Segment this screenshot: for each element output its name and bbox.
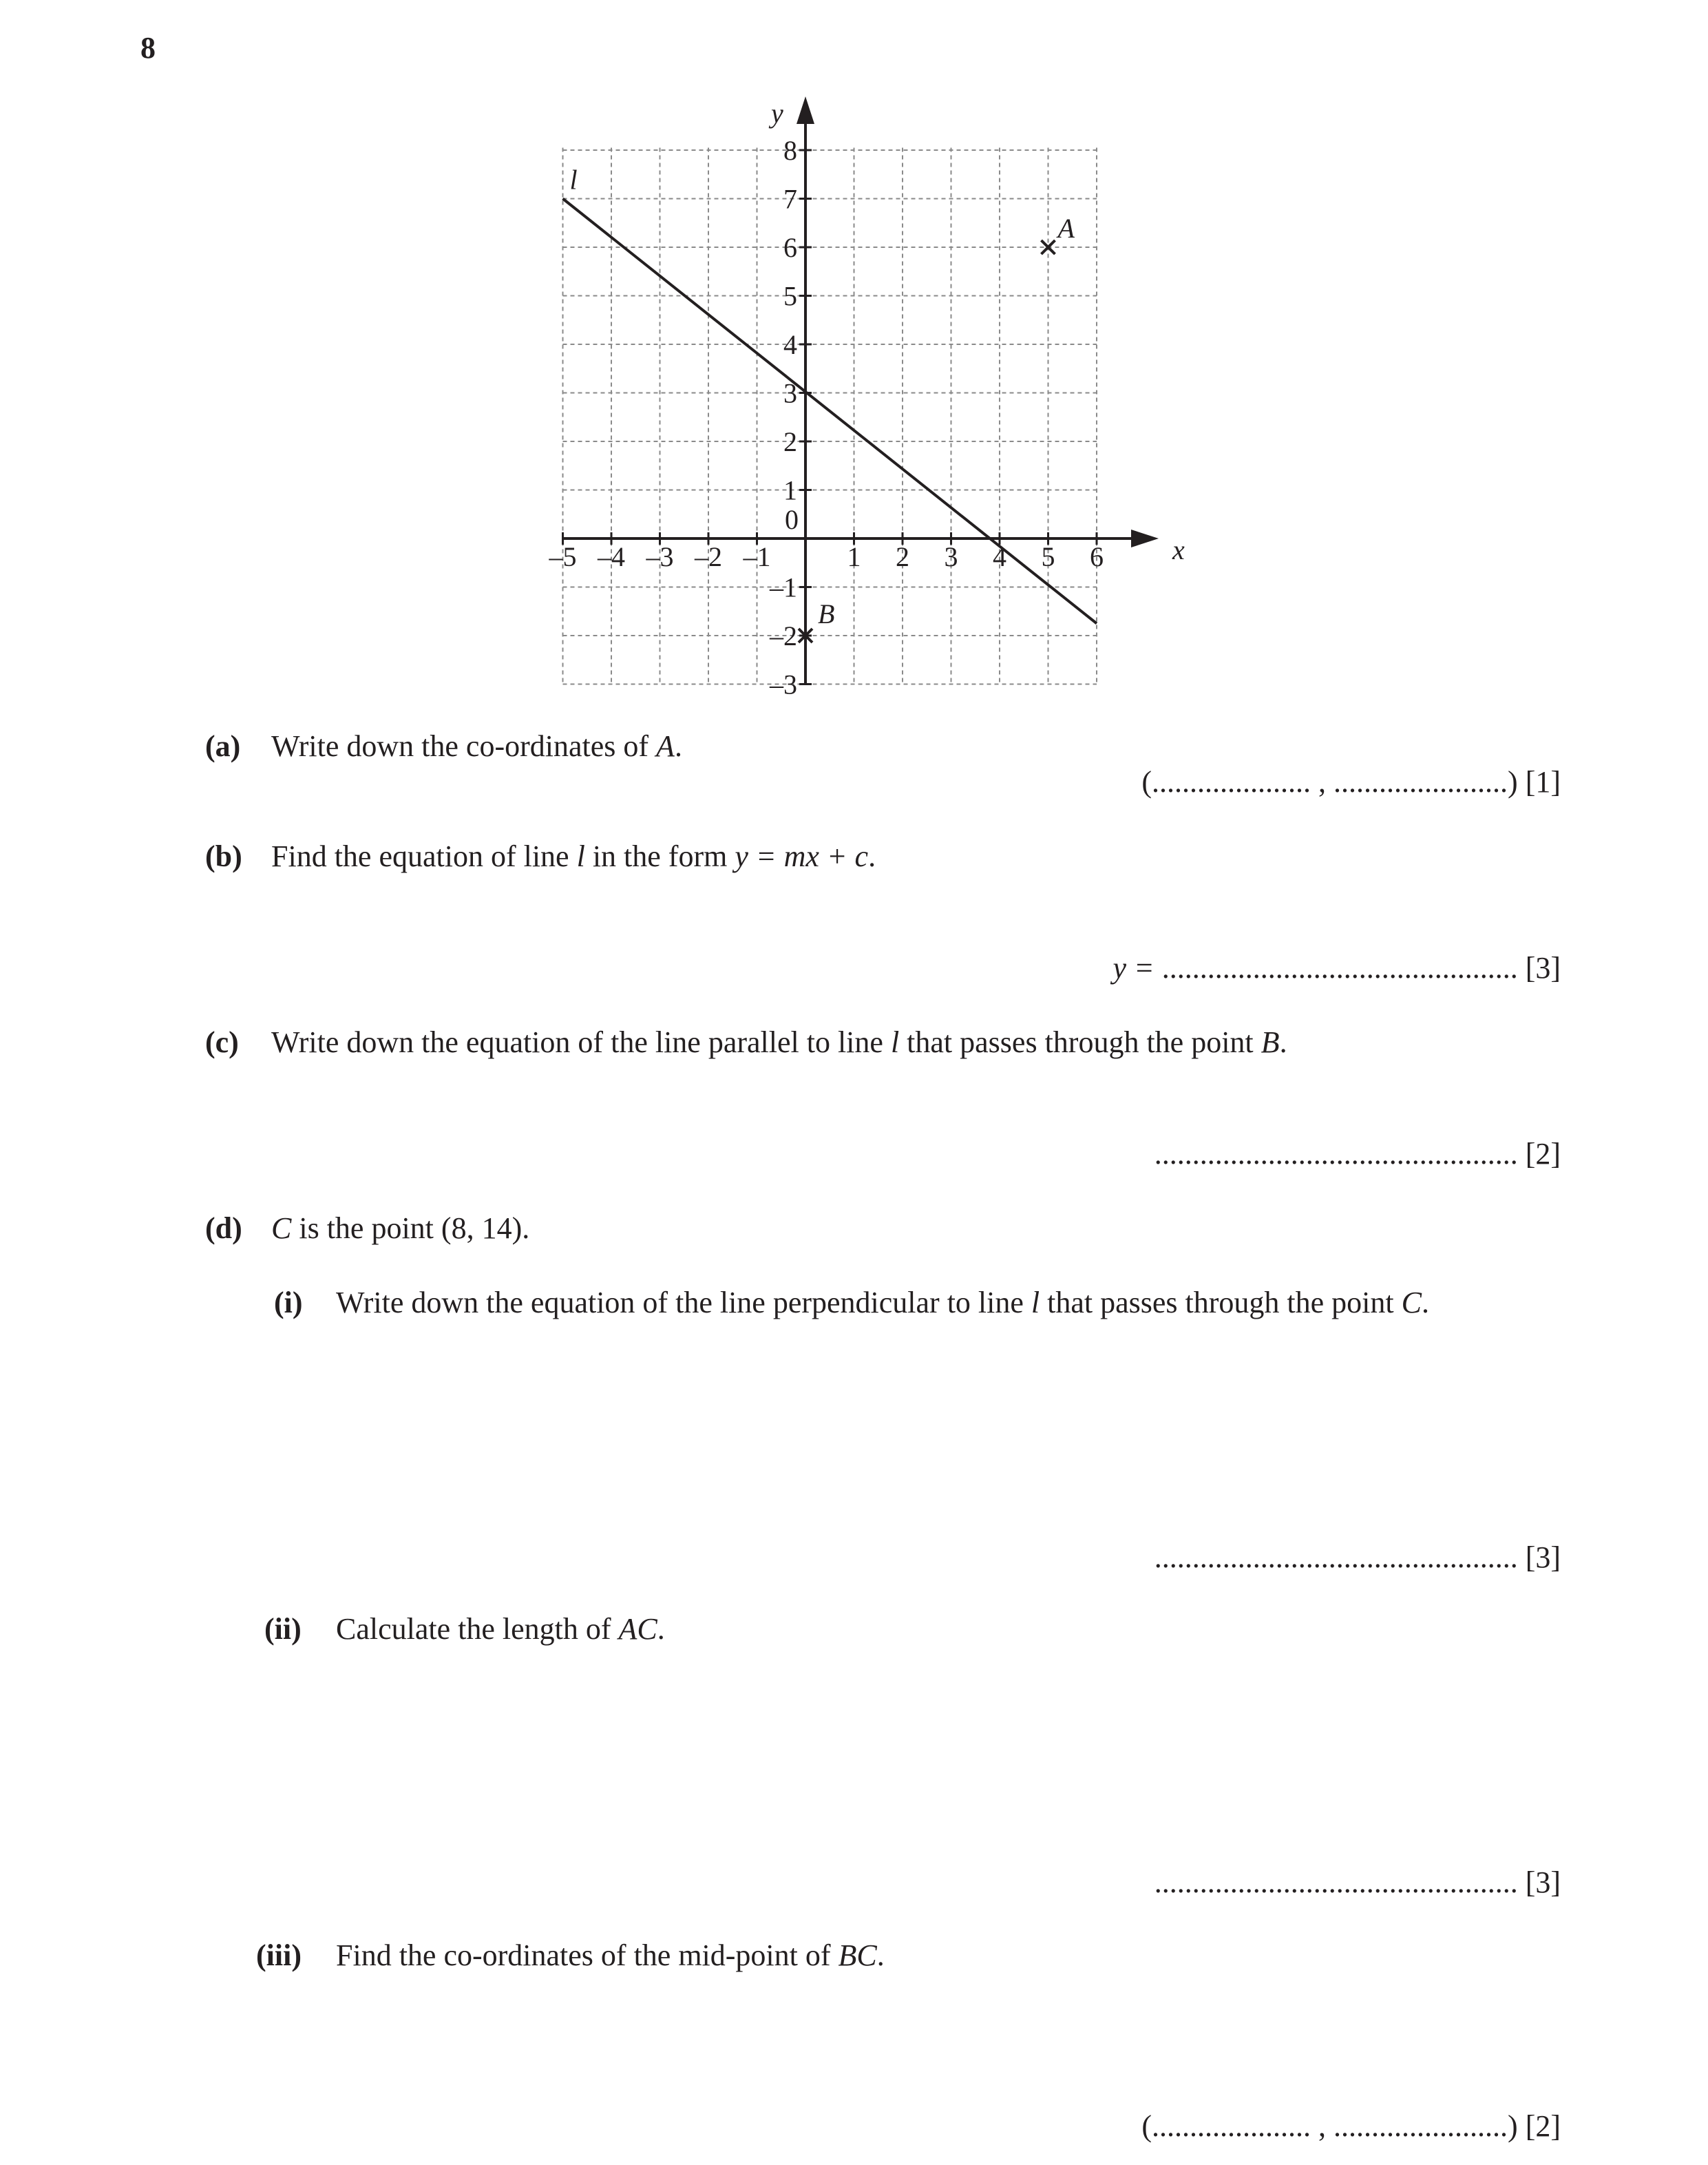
x-tick-label: –5 <box>549 541 577 572</box>
answer-b-line[interactable]: y = ............................................... [3] <box>1113 951 1561 985</box>
y-tick-label: 7 <box>783 183 797 215</box>
x-tick-label: –2 <box>695 541 722 572</box>
y-tick-label: 8 <box>783 135 797 166</box>
question-c-text: Write down the equation of the line parallel to line l that passes through the point B. <box>271 1025 1287 1059</box>
question-b-text: Find the equation of line l in the form y = mx + c. <box>271 839 876 873</box>
answer-a-line[interactable]: (..................... , .......................) [1] <box>1141 765 1561 799</box>
y-tick-label: 2 <box>783 426 797 457</box>
question-d-iii-label: (iii) <box>256 1938 302 1972</box>
coordinate-graph <box>523 62 1198 700</box>
x-tick-labels <box>549 541 1104 572</box>
x-tick-label: 2 <box>896 541 909 572</box>
y-tick-label: 3 <box>783 377 797 409</box>
x-tick-label: –1 <box>743 541 771 572</box>
question-d-i-label: (i) <box>274 1286 303 1319</box>
page-number: 8 <box>140 31 156 65</box>
x-tick-label: 3 <box>944 541 958 572</box>
x-tick-label: 4 <box>993 541 1006 572</box>
answer-d-iii-line[interactable]: (..................... , .......................) [2] <box>1141 2109 1561 2143</box>
question-d-ii-text: Calculate the length of AC. <box>336 1612 665 1646</box>
x-tick-label: –3 <box>646 541 674 572</box>
y-tick-label: –3 <box>770 669 797 700</box>
origin-label: 0 <box>785 504 799 535</box>
x-tick-label: 5 <box>1041 541 1055 572</box>
answer-c-line[interactable]: ................................................ [2] <box>1154 1137 1561 1171</box>
axes <box>563 96 1159 684</box>
y-tick-labels <box>769 135 797 700</box>
answer-d-ii-line[interactable]: ................................................ [3] <box>1154 1865 1561 1899</box>
question-c-label: (c) <box>205 1025 239 1059</box>
question-d-iii-text: Find the co-ordinates of the mid-point of BC. <box>336 1938 885 1972</box>
x-axis-label: x <box>1172 534 1185 565</box>
question-d-label: (d) <box>205 1211 242 1245</box>
y-tick-label: 5 <box>783 280 797 312</box>
x-tick-label: –4 <box>598 541 625 572</box>
y-axis-label: y <box>771 98 783 129</box>
y-tick-label: 1 <box>783 474 797 506</box>
y-tick-label: 4 <box>783 329 797 360</box>
x-axis-arrow-icon <box>1131 530 1159 547</box>
question-a-text: Write down the co-ordinates of A. <box>271 729 682 763</box>
question-d-text: C is the point (8, 14). <box>271 1211 530 1245</box>
line-l <box>563 199 1097 624</box>
point-b-label: B <box>818 598 835 629</box>
x-tick-label: 1 <box>847 541 861 572</box>
y-tick-label: 6 <box>783 232 797 263</box>
y-tick-label: –2 <box>770 620 797 651</box>
question-d-ii-label: (ii) <box>264 1612 302 1646</box>
question-b-label: (b) <box>205 839 242 873</box>
answer-d-i-line[interactable]: ................................................ [3] <box>1154 1540 1561 1574</box>
x-tick-label: 6 <box>1090 541 1104 572</box>
y-axis-arrow-icon <box>797 96 814 124</box>
question-d-i-text: Write down the equation of the line perpendicular to line l that passes through the point C. <box>336 1286 1429 1319</box>
line-l-label: l <box>569 164 578 196</box>
question-a-label: (a) <box>205 729 241 763</box>
point-a-label: A <box>1057 213 1075 244</box>
y-tick-label: –1 <box>770 572 797 603</box>
